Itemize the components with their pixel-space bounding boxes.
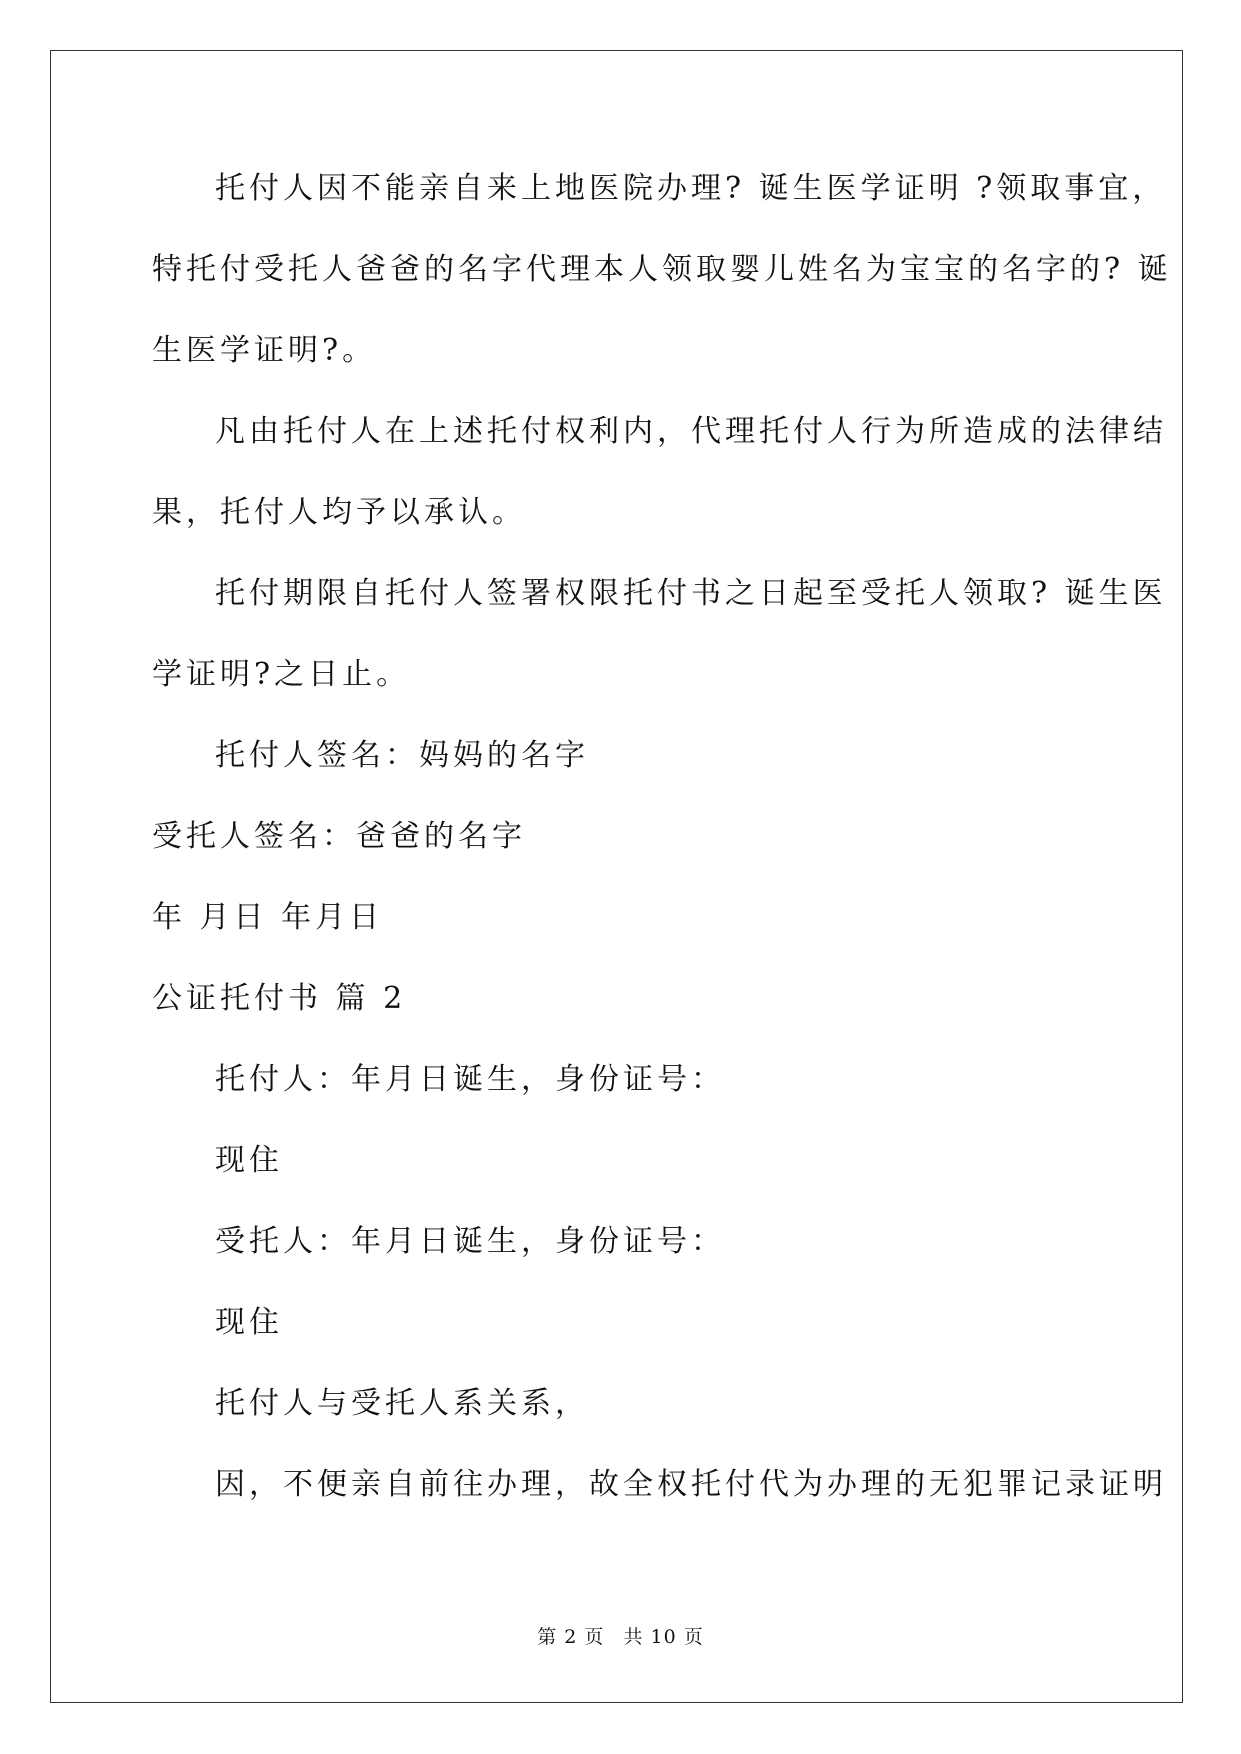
paragraph-line: 生医学证明?。	[152, 333, 377, 368]
date-line: 年 月日 年月日	[152, 900, 384, 935]
paragraph-line: 现住	[215, 1143, 283, 1178]
paragraph-line: 现住	[215, 1305, 283, 1340]
page-footer	[0, 1622, 1241, 1649]
paragraph-line: 托付人因不能亲自来上地医院办理? 诞生医学证明 ?领取事宜，	[215, 171, 1167, 206]
signature-line-agent: 受托人签名：爸爸的名字	[152, 819, 526, 854]
paragraph-line: 果，托付人均予以承认。	[152, 495, 526, 530]
paragraph-line: 受托人：年月日诞生，身份证号：	[215, 1224, 725, 1259]
paragraph-line: 托付期限自托付人签署权限托付书之日起至受托人领取? 诞生医	[215, 576, 1167, 611]
paragraph-line: 托付人：年月日诞生，身份证号：	[215, 1062, 725, 1097]
page-border	[50, 50, 1183, 1703]
page-number-current: 第 2 页	[537, 1626, 605, 1648]
paragraph-line: 因，不便亲自前往办理，故全权托付代为办理的无犯罪记录证明	[215, 1467, 1167, 1502]
paragraph-line: 学证明?之日止。	[152, 657, 411, 692]
paragraph-line: 特托付受托人爸爸的名字代理本人领取婴儿姓名为宝宝的名字的? 诞	[152, 252, 1172, 287]
signature-line-principal: 托付人签名：妈妈的名字	[215, 738, 589, 773]
paragraph-line: 托付人与受托人系关系，	[215, 1386, 589, 1421]
paragraph-line: 凡由托付人在上述托付权利内，代理托付人行为所造成的法律结	[215, 414, 1167, 449]
section-heading: 公证托付书 篇 2	[152, 981, 407, 1016]
page-number-total: 共 10 页	[623, 1626, 704, 1648]
